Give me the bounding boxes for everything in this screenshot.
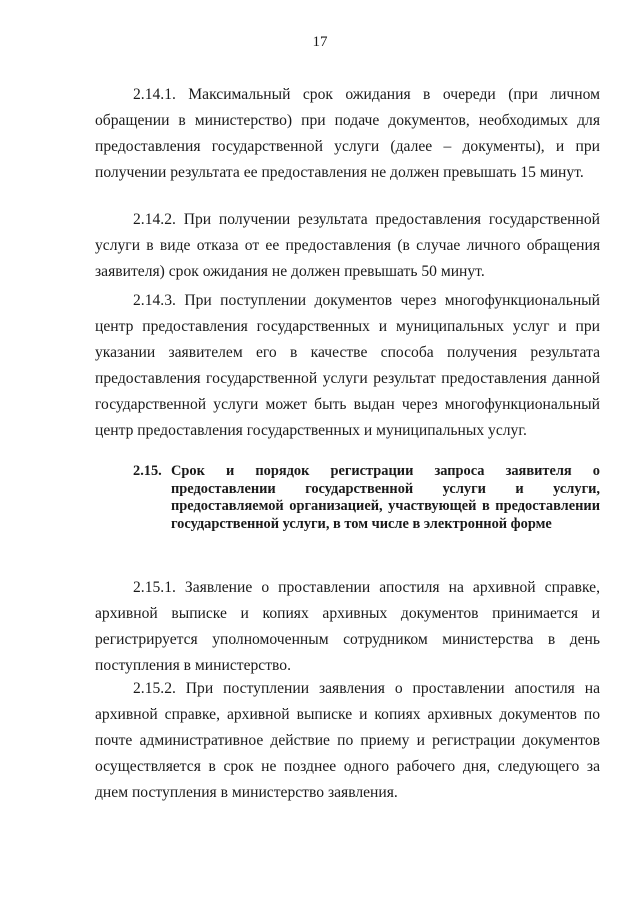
paragraph-text: 2.15.2. При поступлении заявления о проставлении апостиля на архивной справке, архивной выписке и копиях архивных документов по почте административное действие по приему и регистрации документов осуществляется в срок не позднее одного рабочего дня, следующего за днем поступления в министерство заявления. [95,680,600,801]
paragraph-2-14-3 [95,288,600,444]
paragraph-text: 2.14.1. Максимальный срок ожидания в очереди (при личном обращении в министерство) при подаче документов, необходимых для предоставления государственной услуги (далее – документы), и при получении результата ее предоставления не должен превышать 15 минут. [95,86,600,181]
paragraph-text: 2.14.2. При получении результата предоставления государственной услуги в виде отказа от ее предоставления (в случае личного обращения заявителя) срок ожидания не должен превышать 50 минут. [95,211,600,280]
paragraph-text: 2.15.1. Заявление о проставлении апостиля на архивной справке, архивной выписке и копиях архивных документов принимается и регистрируется уполномоченным сотрудником министерства в день поступления в министерство. [95,579,600,674]
section-title: Срок и порядок регистрации запроса заявителя о предоставлении государственной услуги и услуги, предоставляемой организацией, участвующей в предоставлении государственной услуги, в том числе в электронной форме [171,463,600,532]
paragraph-2-14-1 [95,82,600,186]
paragraph-text: 2.14.3. При поступлении документов через многофункциональный центр предоставления государственных и муниципальных услуг и при указании заявителем его в качестве способа получения результата предоставления государственной услуги результат предоставления данной государственной услуги может быть выдан через многофункциональный центр предоставления государственных и муниципальных услуг. [95,292,600,439]
section-heading-2-15 [133,463,600,533]
paragraph-2-15-2 [95,676,600,806]
paragraph-2-15-1 [95,575,600,679]
paragraph-2-14-2 [95,207,600,285]
page-number: 17 [312,34,328,50]
section-number: 2.15. [133,463,162,479]
